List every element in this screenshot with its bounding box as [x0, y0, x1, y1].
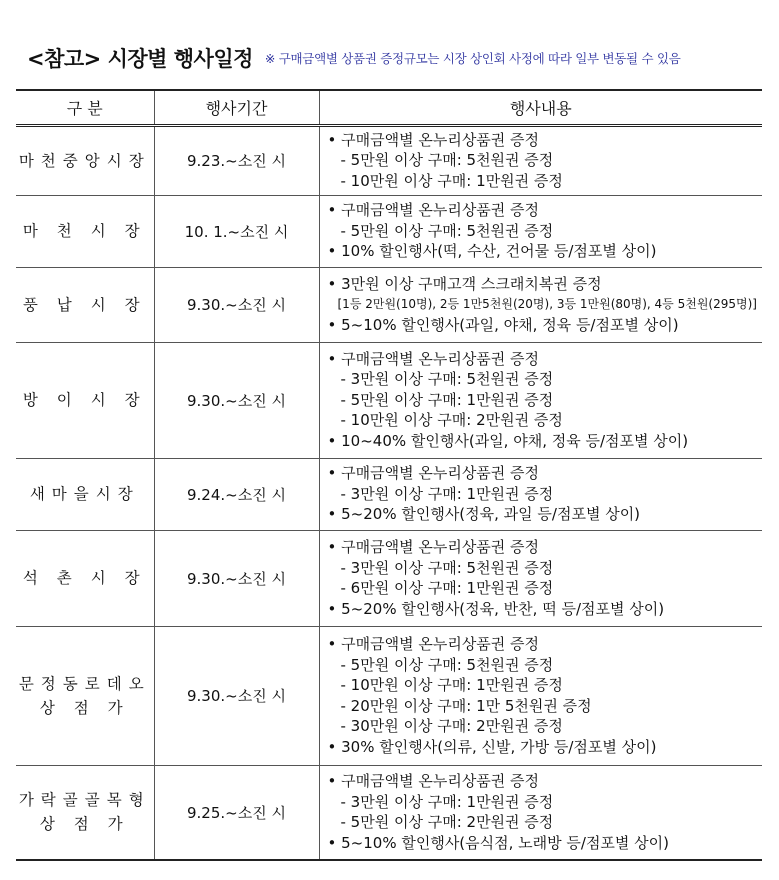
event-content-cell — [319, 195, 762, 267]
event-sub-item: - 5만원 이상 구매: 2만원권 증정 — [340, 813, 554, 832]
table-row — [16, 342, 762, 458]
event-bullet-item: • 구매금액별 온누리상품권 증정 — [328, 349, 763, 370]
event-sub-item: - 10만원 이상 구매: 1만원권 증정 — [340, 171, 563, 190]
column-header-category: 구 분 — [16, 90, 154, 125]
event-period-cell: 9.30.~소진 시 — [154, 267, 319, 342]
table-row — [16, 458, 762, 530]
event-content-cell — [319, 626, 762, 765]
event-period-cell: 9.23.~소진 시 — [154, 125, 319, 195]
event-bullet-item: • 5~20% 할인행사(정육, 반찬, 떡 등/점포별 상이) — [328, 599, 763, 620]
event-sub-item: - 3만원 이상 구매: 1만원권 증정 — [340, 484, 554, 503]
market-name: 가락골골목형 — [18, 791, 151, 810]
market-event-table — [16, 89, 762, 861]
table-row — [16, 765, 762, 860]
market-name-cell — [16, 458, 154, 530]
event-sub-item: - 5만원 이상 구매: 5천원권 증정 — [340, 655, 554, 674]
page-title: <참고> 시장별 행사일정 — [27, 47, 253, 71]
table-row — [16, 267, 762, 342]
event-content-cell — [319, 342, 762, 458]
event-sub-item: - 3만원 이상 구매: 5천원권 증정 — [340, 558, 554, 577]
event-sub-item: - 10만원 이상 구매: 2만원권 증정 — [340, 411, 563, 430]
event-content-cell — [319, 458, 762, 530]
title-note: ※ 구매금액별 상품권 증정규모는 시장 상인회 사정에 따라 일부 변동될 수 있음 — [264, 51, 681, 66]
market-name: 풍 납 시 장 — [22, 295, 147, 314]
market-name: 문정동로데오 — [18, 674, 151, 693]
table-row — [16, 530, 762, 626]
event-bullet-item: • 5~10% 할인행사(과일, 야채, 정육 등/점포별 상이) — [328, 315, 763, 336]
market-name: 새마을시장 — [29, 485, 140, 503]
column-header-period: 행사기간 — [154, 90, 319, 125]
market-name: 마 천 시 장 — [22, 222, 147, 240]
table-row — [16, 125, 762, 195]
event-bullet-item: • 구매금액별 온누리상품권 증정 — [328, 200, 763, 221]
event-sub-item: - 10만원 이상 구매: 1만원권 증정 — [340, 676, 563, 694]
event-bullet-item: • 10% 할인행사(떡, 수산, 건어물 등/점포별 상이) — [328, 241, 763, 262]
market-name-cell — [16, 626, 154, 765]
event-bullet-item: • 5~20% 할인행사(정육, 과일 등/점포별 상이) — [328, 504, 763, 525]
event-period-cell: 9.30.~소진 시 — [154, 342, 319, 458]
event-bullet-item: • 구매금액별 온누리상품권 증정 — [328, 463, 763, 484]
event-period-cell: 9.30.~소진 시 — [154, 530, 319, 626]
event-period-cell: 9.30.~소진 시 — [154, 626, 319, 765]
event-bullet-item: • 구매금액별 온누리상품권 증정 — [328, 634, 763, 655]
market-name-cell — [16, 195, 154, 267]
event-sub-item: - 3만원 이상 구매: 1만원권 증정 — [340, 792, 554, 811]
event-content-cell — [319, 125, 762, 195]
event-bullet-item: • 구매금액별 온누리상품권 증정 — [328, 130, 763, 151]
title-row — [27, 38, 767, 78]
market-name: 석 촌 시 장 — [22, 569, 147, 587]
market-name-cell — [16, 267, 154, 342]
event-sub-item: - 3만원 이상 구매: 5천원권 증정 — [340, 370, 554, 389]
market-name: 마천중앙시장 — [18, 151, 151, 170]
event-bullet-item: • 구매금액별 온누리상품권 증정 — [328, 771, 763, 792]
event-sub-item: - 20만원 이상 구매: 1만 5천원권 증정 — [340, 696, 592, 715]
table-row — [16, 195, 762, 267]
table-row — [16, 626, 762, 765]
event-bullet-item: • 30% 할인행사(의류, 신발, 가방 등/점포별 상이) — [328, 737, 763, 758]
event-sub-item: - 5만원 이상 구매: 1만원권 증정 — [340, 390, 554, 409]
market-name: 방 이 시 장 — [22, 391, 147, 409]
event-note-item: [1등 2만원(10명), 2등 1만5천원(20명), 3등 1만원(80명), 4등 5천원(295명)] — [337, 297, 757, 312]
event-content-cell — [319, 530, 762, 626]
event-period-cell: 10. 1.~소진 시 — [154, 195, 319, 267]
event-bullet-item: • 3만원 이상 구매고객 스크래치복권 증정 — [328, 274, 763, 295]
event-content-cell — [319, 765, 762, 860]
market-name: 상 점 가 — [39, 815, 130, 834]
market-name-cell — [16, 530, 154, 626]
event-sub-item: - 30만원 이상 구매: 2만원권 증정 — [340, 717, 563, 735]
event-sub-item: - 6만원 이상 구매: 1만원권 증정 — [340, 579, 554, 597]
event-sub-item: - 5만원 이상 구매: 5천원권 증정 — [340, 221, 554, 240]
market-name-cell — [16, 125, 154, 195]
event-period-cell: 9.24.~소진 시 — [154, 458, 319, 530]
event-period-cell: 9.25.~소진 시 — [154, 765, 319, 860]
event-content-cell — [319, 267, 762, 342]
table-header-row — [16, 90, 762, 125]
event-sub-item: - 5만원 이상 구매: 5천원권 증정 — [340, 151, 554, 170]
market-name-cell — [16, 342, 154, 458]
event-bullet-item: • 구매금액별 온누리상품권 증정 — [328, 537, 763, 558]
market-name: 상 점 가 — [39, 698, 130, 717]
event-bullet-item: • 5~10% 할인행사(음식점, 노래방 등/점포별 상이) — [328, 833, 763, 854]
column-header-content: 행사내용 — [319, 90, 762, 125]
event-bullet-item: • 10~40% 할인행사(과일, 야채, 정육 등/점포별 상이) — [328, 431, 763, 452]
market-name-cell — [16, 765, 154, 860]
